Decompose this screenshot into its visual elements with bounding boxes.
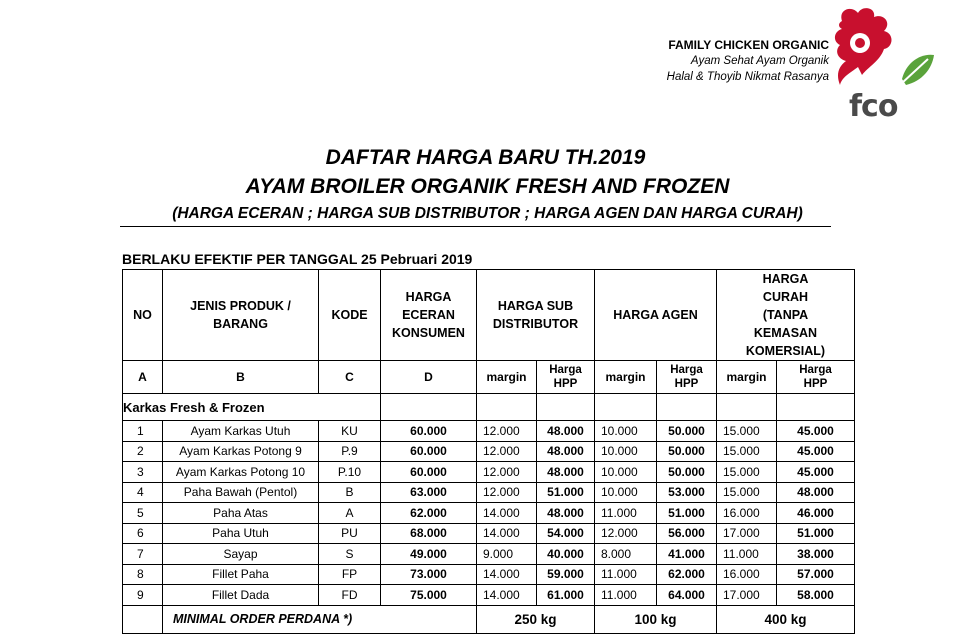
table-row [123, 421, 855, 442]
min-order-agen: 100 kg [595, 605, 717, 633]
header-no: NO [123, 270, 163, 361]
cell-kode: S [319, 544, 381, 565]
cell-no: 2 [123, 441, 163, 462]
cell-sub-m: 14.000 [477, 585, 537, 606]
title-underline [120, 226, 831, 227]
table-row [123, 482, 855, 503]
cell-kode: FP [319, 564, 381, 585]
cell-agen-h: 62.000 [657, 564, 717, 585]
cell-kode: KU [319, 421, 381, 442]
cell-agen-m: 10.000 [595, 482, 657, 503]
cell-curah-h: 38.000 [777, 544, 855, 565]
cell-curah-m: 16.000 [717, 564, 777, 585]
sub-margin-header: margin [477, 361, 537, 394]
cell-agen-m: 11.000 [595, 564, 657, 585]
header-sub-distributor: HARGA SUB DISTRIBUTOR [477, 270, 595, 361]
subheader-row [123, 361, 855, 394]
cell-agen-m: 10.000 [595, 421, 657, 442]
cell-agen-h: 53.000 [657, 482, 717, 503]
cell-agen-m: 12.000 [595, 523, 657, 544]
header-produk: JENIS PRODUK / BARANG [163, 270, 319, 361]
company-name: FAMILY CHICKEN ORGANIC [668, 38, 829, 52]
table-row [123, 544, 855, 565]
cell-sub-m: 9.000 [477, 544, 537, 565]
cell-produk: Paha Atas [163, 503, 319, 524]
cell-no: 6 [123, 523, 163, 544]
table-row [123, 462, 855, 483]
cell-curah-h: 45.000 [777, 462, 855, 483]
cell-sub-m: 14.000 [477, 523, 537, 544]
company-slogan: Halal & Thoyib Nikmat Rasanya [666, 71, 829, 83]
cell-no: 1 [123, 421, 163, 442]
cell-sub-h: 61.000 [537, 585, 595, 606]
sub-hpp-header: Harga HPP [537, 361, 595, 394]
cell-kode: PU [319, 523, 381, 544]
table-row [123, 503, 855, 524]
cell-eceran: 49.000 [381, 544, 477, 565]
header-curah: HARGA CURAH (TANPA KEMASAN KOMERSIAL) [717, 270, 855, 361]
table-row [123, 441, 855, 462]
cell-produk: Paha Bawah (Pentol) [163, 482, 319, 503]
agen-hpp-header: Harga HPP [657, 361, 717, 394]
cell-curah-h: 45.000 [777, 421, 855, 442]
cell-sub-h: 48.000 [537, 462, 595, 483]
fco-logo [828, 5, 940, 123]
cell-no: 7 [123, 544, 163, 565]
header-eceran: HARGA ECERAN KONSUMEN [381, 270, 477, 361]
table-row [123, 564, 855, 585]
col-letter-a: A [123, 361, 163, 394]
cell-eceran: 63.000 [381, 482, 477, 503]
cell-sub-h: 48.000 [537, 441, 595, 462]
cell-produk: Ayam Karkas Utuh [163, 421, 319, 442]
cell-agen-m: 11.000 [595, 585, 657, 606]
col-letter-b: B [163, 361, 319, 394]
cell-curah-m: 16.000 [717, 503, 777, 524]
cell-agen-h: 50.000 [657, 462, 717, 483]
col-letter-c: C [319, 361, 381, 394]
cell-agen-m: 8.000 [595, 544, 657, 565]
cell-sub-h: 59.000 [537, 564, 595, 585]
cell-sub-h: 51.000 [537, 482, 595, 503]
cell-curah-h: 58.000 [777, 585, 855, 606]
cell-sub-h: 40.000 [537, 544, 595, 565]
cell-curah-m: 15.000 [717, 421, 777, 442]
col-letter-d: D [381, 361, 477, 394]
agen-margin-header: margin [595, 361, 657, 394]
header-agen: HARGA AGEN [595, 270, 717, 361]
cell-produk: Fillet Dada [163, 585, 319, 606]
cell-sub-h: 54.000 [537, 523, 595, 544]
cell-eceran: 75.000 [381, 585, 477, 606]
section-row [123, 394, 855, 421]
cell-sub-m: 12.000 [477, 462, 537, 483]
min-order-sub: 250 kg [477, 605, 595, 633]
cell-curah-h: 46.000 [777, 503, 855, 524]
header-row [123, 270, 855, 361]
price-table [122, 269, 855, 634]
cell-produk: Fillet Paha [163, 564, 319, 585]
cell-eceran: 68.000 [381, 523, 477, 544]
cell-agen-h: 56.000 [657, 523, 717, 544]
cell-curah-m: 11.000 [717, 544, 777, 565]
cell-eceran: 73.000 [381, 564, 477, 585]
cell-produk: Paha Utuh [163, 523, 319, 544]
min-order-row [123, 605, 855, 633]
cell-agen-m: 11.000 [595, 503, 657, 524]
cell-kode: P.10 [319, 462, 381, 483]
cell-kode: P.9 [319, 441, 381, 462]
cell-sub-m: 14.000 [477, 503, 537, 524]
cell-kode: FD [319, 585, 381, 606]
cell-curah-m: 15.000 [717, 441, 777, 462]
effective-date: BERLAKU EFEKTIF PER TANGGAL 25 Pebruari 2019 [122, 251, 473, 267]
curah-hpp-header: Harga HPP [777, 361, 855, 394]
cell-agen-h: 64.000 [657, 585, 717, 606]
cell-produk: Ayam Karkas Potong 9 [163, 441, 319, 462]
cell-kode: A [319, 503, 381, 524]
header-kode: KODE [319, 270, 381, 361]
cell-eceran: 62.000 [381, 503, 477, 524]
cell-curah-h: 48.000 [777, 482, 855, 503]
leaf-icon [902, 55, 934, 85]
cell-curah-m: 17.000 [717, 585, 777, 606]
cell-eceran: 60.000 [381, 441, 477, 462]
min-order-curah: 400 kg [717, 605, 855, 633]
cell-curah-m: 15.000 [717, 482, 777, 503]
cell-sub-m: 12.000 [477, 421, 537, 442]
cell-agen-m: 10.000 [595, 441, 657, 462]
cell-agen-h: 41.000 [657, 544, 717, 565]
section-title: Karkas Fresh & Frozen [123, 394, 381, 421]
cell-agen-m: 10.000 [595, 462, 657, 483]
cell-sub-h: 48.000 [537, 503, 595, 524]
cell-produk: Ayam Karkas Potong 10 [163, 462, 319, 483]
cell-no: 3 [123, 462, 163, 483]
cell-agen-h: 51.000 [657, 503, 717, 524]
cell-curah-h: 57.000 [777, 564, 855, 585]
cell-no: 5 [123, 503, 163, 524]
title-product: AYAM BROILER ORGANIK FRESH AND FROZEN [245, 175, 730, 198]
cell-sub-m: 12.000 [477, 441, 537, 462]
company-tagline: Ayam Sehat Ayam Organik [690, 55, 829, 67]
cell-sub-h: 48.000 [537, 421, 595, 442]
cell-no: 8 [123, 564, 163, 585]
cell-curah-m: 17.000 [717, 523, 777, 544]
curah-margin-header: margin [717, 361, 777, 394]
cell-sub-m: 14.000 [477, 564, 537, 585]
company-info [667, 37, 829, 85]
price-rows [123, 421, 855, 606]
cell-produk: Sayap [163, 544, 319, 565]
cell-sub-m: 12.000 [477, 482, 537, 503]
cell-no: 9 [123, 585, 163, 606]
table-row [123, 585, 855, 606]
cell-curah-h: 45.000 [777, 441, 855, 462]
table-row [123, 523, 855, 544]
title-daftar-harga: DAFTAR HARGA BARU TH.2019 [325, 146, 646, 169]
cell-curah-h: 51.000 [777, 523, 855, 544]
cell-no: 4 [123, 482, 163, 503]
cell-eceran: 60.000 [381, 421, 477, 442]
cell-curah-m: 15.000 [717, 462, 777, 483]
cell-agen-h: 50.000 [657, 421, 717, 442]
logo-text: fco [849, 89, 898, 123]
cell-kode: B [319, 482, 381, 503]
cell-agen-h: 50.000 [657, 441, 717, 462]
min-order-label: MINIMAL ORDER PERDANA *) [163, 605, 477, 633]
title-price-types: (HARGA ECERAN ; HARGA SUB DISTRIBUTOR ; HARGA AGEN DAN HARGA CURAH) [172, 205, 803, 222]
cell-eceran: 60.000 [381, 462, 477, 483]
